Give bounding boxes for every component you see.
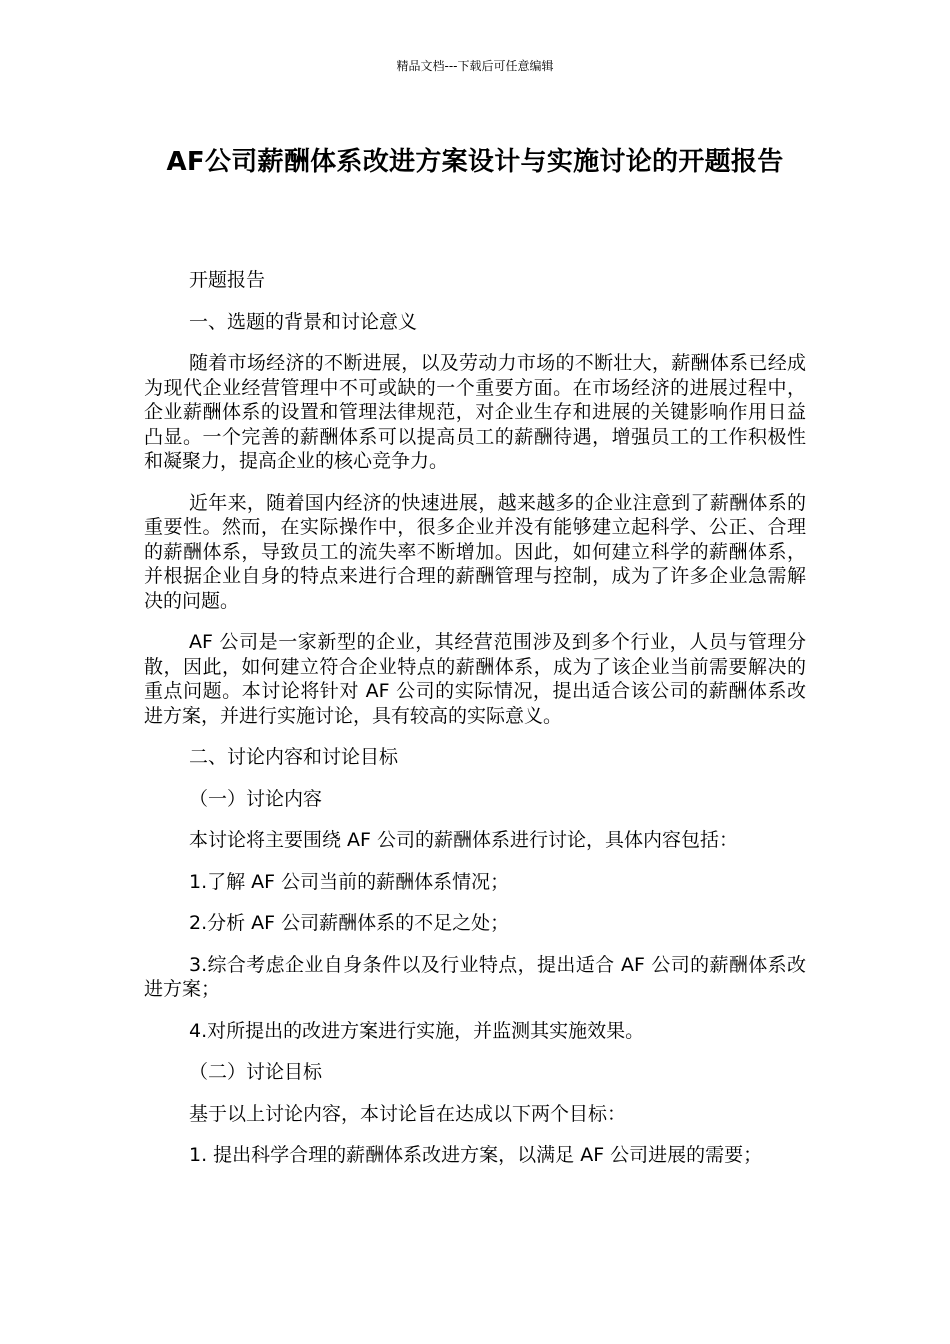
list-item-4: 4.对所提出的改进方案进行实施，并监测其实施效果。 bbox=[189, 1019, 645, 1042]
header-note: 精品文档---下载后可任意编辑 bbox=[396, 59, 554, 73]
paragraph-background-3: AF 公司是一家新型的企业，其经营范围涉及到多个行业，人员与管理分散，因此，如何建立符合企业特点的薪酬体系，成为了该企业当前需要解决的重点问题。本讨论将针对 AF 公司的实际情况，提出适合该公司的薪酬体系改进方案，并进行实施讨论，具有较高的实际意义。 bbox=[144, 631, 806, 727]
list-item-3: 3.综合考虑企业自身条件以及行业特点，提出适合 AF 公司的薪酬体系改进方案； bbox=[144, 953, 806, 1000]
paragraph-goals-intro: 基于以上讨论内容，本讨论旨在达成以下两个目标： bbox=[189, 1102, 627, 1125]
document-title: AF公司薪酬体系改进方案设计与实施讨论的开题报告 bbox=[166, 147, 784, 177]
section-heading-1: 一、选题的背景和讨论意义 bbox=[189, 310, 418, 333]
subsection-heading-goals: （二）讨论目标 bbox=[189, 1061, 323, 1083]
goal-item-1: 1. 提出科学合理的薪酬体系改进方案，以满足 AF 公司进展的需要； bbox=[189, 1144, 763, 1166]
paragraph-content-intro: 本讨论将主要围绕 AF 公司的薪酬体系进行讨论，具体内容包括： bbox=[189, 829, 739, 851]
list-item-2: 2.分析 AF 公司薪酬体系的不足之处； bbox=[189, 912, 510, 934]
paragraph-background-1: 随着市场经济的不断进展，以及劳动力市场的不断壮大，薪酬体系已经成为现代企业经营管理中不可或缺的一个重要方面。在市场经济的进展过程中，企业薪酬体系的设置和管理法律规范，对企业生存和进展的关键影响作用日益凸显。一个完善的薪酬体系可以提高员工的薪酬待遇，增强员工的工作积极性和凝聚力，提高企业的核心竞争力。 bbox=[144, 352, 806, 472]
paragraph-background-2: 近年来，随着国内经济的快速进展，越来越多的企业注意到了薪酬体系的重要性。然而，在实际操作中，很多企业并没有能够建立起科学、公正、合理的薪酬体系，导致员工的流失率不断增加。因此，如何建立科学的薪酬体系，并根据企业自身的特点来进行合理的薪酬管理与控制，成为了许多企业急需解决的问题。 bbox=[144, 491, 806, 612]
document-body bbox=[144, 268, 806, 1185]
section-heading-2: 二、讨论内容和讨论目标 bbox=[189, 746, 399, 768]
subsection-heading-content: （一）讨论内容 bbox=[189, 787, 323, 810]
section-label: 开题报告 bbox=[189, 269, 266, 291]
list-item-1: 1.了解 AF 公司当前的薪酬体系情况； bbox=[189, 870, 510, 893]
